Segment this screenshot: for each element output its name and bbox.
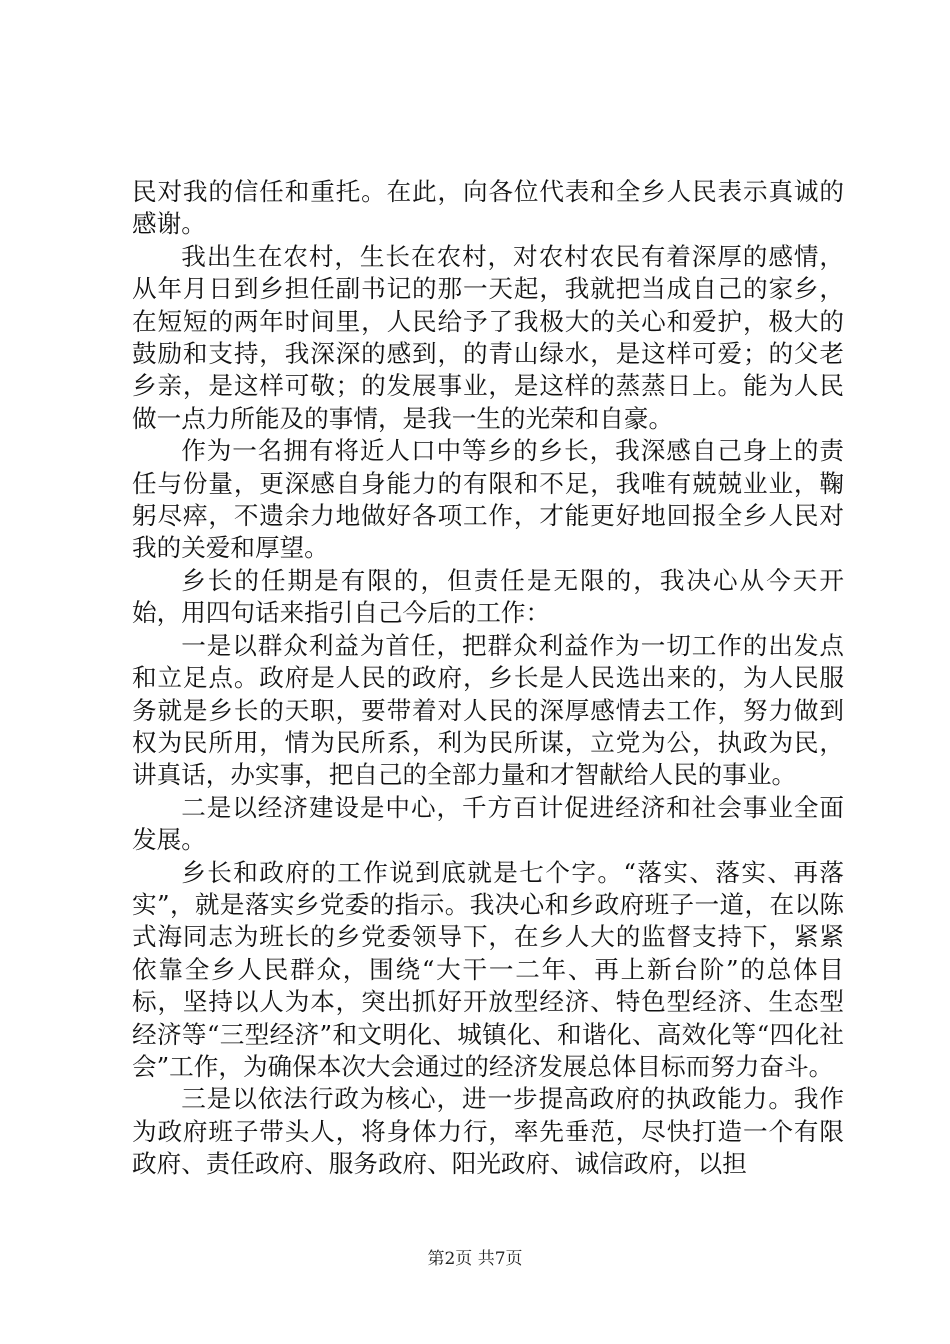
paragraph: 乡长的任期是有限的，但责任是无限的，我决心从今天开始，用四句话来指引自己今后的工作：: [132, 565, 844, 628]
paragraph: 一是以群众利益为首任，把群众利益作为一切工作的出发点和立足点。政府是人民的政府，乡长是人民选出来的，为人民服务就是乡长的天职，要带着对人民的深厚感情去工作，努力做到权为民所用，情为民所系，利为民所谋，立党为公，执政为民，讲真话，办实事，把自己的全部力量和才智献给人民的事业。: [132, 630, 844, 790]
paragraph: 我出生在农村，生长在农村，对农村农民有着深厚的感情，从年月日到乡担任副书记的那一天起，我就把当成自己的家乡，在短短的两年时间里，人民给予了我极大的关心和爱护，极大的鼓励和支持，我深深的感到，的青山绿水，是这样可爱；的父老乡亲，是这样可敬；的发展事业，是这样的蒸蒸日上。能为人民做一点力所能及的事情，是我一生的光荣和自豪。: [132, 241, 844, 433]
paragraph: 三是以依法行政为核心，进一步提高政府的执政能力。我作为政府班子带头人，将身体力行，率先垂范，尽快打造一个有限政府、责任政府、服务政府、阳光政府、诚信政府，以担: [132, 1084, 844, 1179]
paragraph: 乡长和政府的工作说到底就是七个字。“落实、落实、再落实”，就是落实乡党委的指示。我决心和乡政府班子一道，在以陈式海同志为班长的乡党委领导下，在乡人大的监督支持下，紧紧依靠全乡人民群众，围绕“大干一二年、再上新台阶”的总体目标，坚持以人为本，突出抓好开放型经济、特色型经济、生态型经济等“三型经济”和文明化、城镇化、和谐化、高效化等“四化社会”工作，为确保本次大会通过的经济发展总体目标而努力奋斗。: [132, 857, 844, 1081]
document-body: [132, 176, 844, 1181]
paragraph: 作为一名拥有将近人口中等乡的乡长，我深感自己身上的责任与份量，更深感自身能力的有限和不足，我唯有兢兢业业，鞠躬尽瘁，不遗余力地做好各项工作，才能更好地回报全乡人民对我的关爱和厚望。: [132, 436, 844, 563]
paragraph: 二是以经济建设是中心，千方百计促进经济和社会事业全面发展。: [132, 792, 844, 855]
page-number-footer: 第2页 共7页: [427, 1249, 523, 1269]
paragraph: 民对我的信任和重托。在此，向各位代表和全乡人民表示真诚的感谢。: [132, 177, 844, 239]
